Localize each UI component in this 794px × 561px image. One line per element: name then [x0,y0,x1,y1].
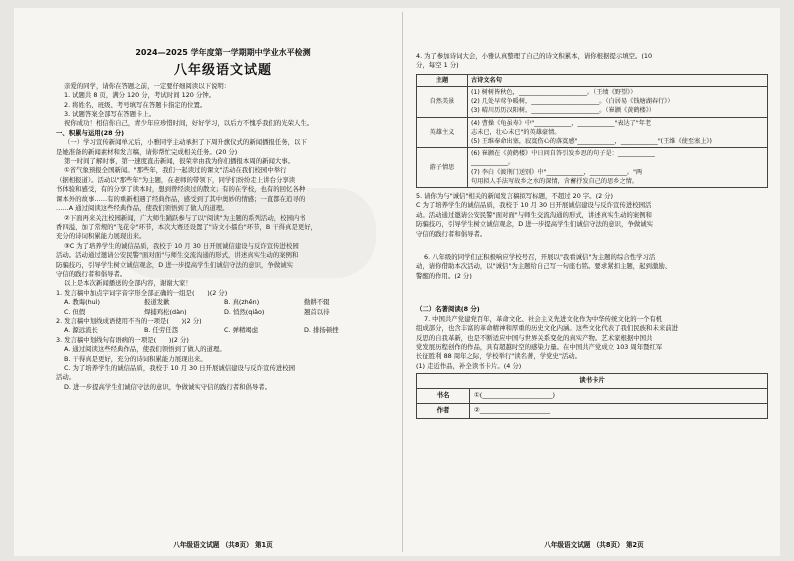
table-row [417,117,768,148]
theme-cell: 英雄主义 [417,117,468,148]
q3-option-d: D. 进一步提高学生们诚信守法的意识，争做诚实守信的践行者和倡导者。 [64,382,272,391]
news-line: 活动。活动通过邀请公安民警"面对面"与师生交流沟通的形式，讲述真实生动的案例和 [56,251,299,260]
poem-line: (3) 晴川历历汉阳树，______________________。（崔颢《黄鹤楼》） [471,107,655,115]
question-intro-cont: 是她准备的新闻素材和发言稿，请你帮忙完成相关任务。(20 分) [56,147,238,156]
q1-option-c-word: 焊捕鸡松(dàn) [144,307,187,316]
notice-3: 3. 试题答案全部写在答题卡上。 [64,110,156,119]
notice-1: 1. 试题共 8 页，满分 120 分，考试时间 120 分钟。 [64,91,216,100]
news-line: 充分的诗词积累能力展现出来。 [56,232,146,241]
q1-option-d: D. 悄然(qiǎo) [224,307,265,316]
poem-line: (5) 王维奉命出塞，寂寞伤心的落寞感"____________，____________"(王维《使至塞上》) [471,138,712,146]
card-label-book: 书名 [417,389,470,404]
question-6-cont: 警醒的作用。(2 分) [416,271,472,280]
poem-line: 志未已，壮心未已"的英雄豪情。 [471,128,561,136]
exam-title: 八年级语文试题 [173,63,272,79]
q2-option-c: C. 弹精竭虑 [224,326,259,335]
question-7-sub: (1) 走近作品，补全读书卡片。(4 分) [416,361,522,370]
binding-margin [14,8,54,556]
question-7-cont: 反思的自我革新，也是不断适应中国与世界关系变化的真实产物。艺术家根据中国共 [416,333,653,342]
news-line: 守信的践行者和倡导者。 [56,269,127,278]
q2-option-d: D. 排扬顿挫 [304,326,339,335]
poem-line: (7) 李白《渡荆门送别》中"____________，____________。"两 [471,168,643,176]
poem-line: (6) 崔颢在《黄鹤楼》中日问自答引发乡思的句子是：____________ [471,150,655,158]
page-footer-2: 八年级语文试题 （共8页） 第2页 [544,540,644,549]
card-label-author: 作者 [417,404,470,419]
q3-option-a: A. 通过阅读这些经典作品，使我们领悟到了做人的道理。 [64,345,226,354]
news-opening: 第一时间了解时事，第一速度直击新闻，很荣幸由我为你们播报本周的新闻大事。 [64,157,295,166]
question-2: 2. 发言稿中划线成语使用不当的一项是( )(2 分) [56,316,202,325]
scan-smudge [116,188,376,278]
q5-text: 防骗技巧，引导学生树立诚信观念，D 进一步提高学生们诚信守法的意识，争做诚实 [416,220,654,229]
card-row [417,404,768,419]
table-header-theme: 主题 [417,74,468,86]
question-6: 6. 八年级的同学们正积极响应学校号召，开展以"我看诚信"为主题的综合性学习活 [424,253,656,262]
table-row [417,87,768,118]
q1-option-a-word: 报道发歉 [144,298,170,307]
theme-cell: 自然美景 [417,87,468,118]
news-line: 书体验和感受，有的分享了读本时，想到曾经读过的散文；有的在学校，也有的回忆各种 [56,185,306,194]
poem-line: (4) 曹操《龟虽寿》中"____________，____________"表达了"年老 [471,119,652,127]
news-line: ①省气象预报全国新闻。"那些年，我们一起读过的课文"活动在我们校园中举行 [64,166,287,175]
question-7-cont: 组成部分，也含丰富的革命精神和厚重的历史文化内涵。这些文化代表了我们民族和未来前进 [416,324,679,333]
q3-option-b: B. 干得真是更好，充分的诗词积累能力展现出来。 [64,354,207,363]
table-row [417,148,768,188]
notice-intro: 亲爱的同学，请你在答题之前，一定要仔细阅读以下说明： [64,81,231,90]
q2-options [56,326,390,335]
page-divider [402,12,403,552]
exam-header: 2024—2025 学年度第一学期期中学业水平检测 [135,48,311,57]
q1-options-row-1 [56,298,390,307]
question-7: 7. 中国共产党建党百年，革命文化、社会主义先进文化作为中华传统文化的一个有机 [424,314,663,323]
poem-table [416,74,768,188]
notice-4: 祝你成功！相信你自己，青少年应珍惜时间，好好学习，以后方不愧乎我们的光荣人生。 [64,119,314,128]
q5-text: 守信的践行者和倡导者。 [416,229,487,238]
question-intro: （一）学习宣传新闻单元后，小雅同学主动承担了下周升旗仪式的新闻播报任务，以下 [64,138,307,147]
question-5: 5. 请你为与"诚信"相关的新闻发言稿拟写标题，不超过 20 字。(2 分) [416,192,614,201]
news-line: ③C 为了培养学生的诚信品质，我校于 10 月 30 日开展诚信建设与反诈宣传进校园 [64,241,299,250]
exam-sheet [14,8,780,556]
section-heading-2: （二）名著阅读(8 分) [416,305,480,314]
page-1 [56,8,390,556]
news-line: 香四溢，加了常规的"飞花令"环节，本次大赛还设置了"诗文小擂台"环节，B 干得真是更好， [56,222,318,231]
question-3: 3. 发言稿中划线句有语病的一项是( )(2 分) [56,335,189,344]
question-1: 1. 发言稿中加点字词字音字形全部正确的一组是( )(2 分) [56,288,228,297]
question-7-cont: 党发展历程创作的作品，具有超越时空的感染力量。在中国共产党成立 103 周年暨红军 [416,342,663,351]
poem-line: (1) 树树皆秋色，______________________。（王绩《野望》） [471,89,637,97]
question-7-cont: 长征胜利 88 周年之际，学校举行"读名著，学党史"活动。 [416,352,582,361]
news-line: ……A 通过阅读这些经典作品，使我们领悟到了做人的道理。 [56,204,229,213]
section-heading-1: 一、积累与运用(28 分) [56,128,125,137]
q1-option-d-word: 翘首以待 [304,307,330,316]
q1-option-c: C. 但假 [64,307,86,316]
q5-text: 动。活动通过邀请公安民警"面对面"与师生交流沟通的形式，讲述真实生动的案例和 [416,210,652,219]
page-footer-1: 八年级语文试题 （共8页） 第1页 [173,540,273,549]
poem-line: 句用拟人手法写故乡之水的深情，含蓄抒发自己的思乡之情。 [471,177,639,185]
q1-option-b: B. 真(zhěn) [224,298,260,307]
reading-card [416,373,768,419]
poem-line: (2) 几处早莺争暖树，______________________。（白居易《钱塘湖春行》） [471,98,674,106]
q3-option-c-cont: 活动。 [56,373,76,382]
q5-text: C 为了培养学生的诚信品质，我校于 10 月 30 日开展诚信建设与反诈宣传进校园活 [416,201,652,210]
q2-option-b: B. 任劳任怨 [144,326,179,335]
q1-option-b-word: 勤耕不辍 [304,298,330,307]
card-field-book[interactable]: ①(______________________) [470,389,768,404]
q1-option-a: A. 教诲(huì) [64,298,100,307]
news-line: ②下面再来关注校园新闻，广大师生踊跃参与了以"阅读"为主题的系列活动，校园内书 [64,213,306,222]
q3-option-c: C. 为了培养学生的诚信品质，我校于 10 月 30 日开展诚信建设与反诈宣传进校园 [64,364,296,372]
table-header-lines: 古诗文名句 [468,74,768,86]
poem-line: ____________。 [471,159,515,167]
news-line: （据相报道）。活动以"那些年"为主题，在老师的带领下，同学们纷纷走上讲台分享读 [56,175,296,184]
question-4: 4. 为了参加诗词大会，小雅认真整理了自己的诗文积累本，请你根据提示填空。(10 [416,52,653,60]
card-row [417,389,768,404]
question-4-cont: 分，每空 1 分) [416,61,459,70]
news-closing: 以上是本次新闻播送的全部内容，谢谢大家！ [64,279,192,288]
theme-cell: 游子情思 [417,148,468,188]
card-title: 读书卡片 [417,374,768,389]
question-6-cont: 动，请你借助本次活动，以"诚信"为主题给自己写一句座右铭。要求紧扣主题，起到激励、 [416,262,672,271]
news-line: 防骗技巧，引导学生树立诚信观念，D 进一步提高学生们诚信守法的意识，争做诚实 [56,260,294,269]
q2-option-a: A. 源远流长 [64,326,98,335]
card-field-author[interactable]: ②______________________ [470,404,768,419]
q1-options-row-2 [56,308,390,317]
news-line: 课本外的故事……有的重新相遇了经典作品，感受到了其中奥妙的情感；一直都在追寻的 [56,194,306,203]
notice-2: 2. 将姓名、班级、考号填写在答题卡指定的位置。 [64,100,207,109]
page-2 [416,8,772,556]
